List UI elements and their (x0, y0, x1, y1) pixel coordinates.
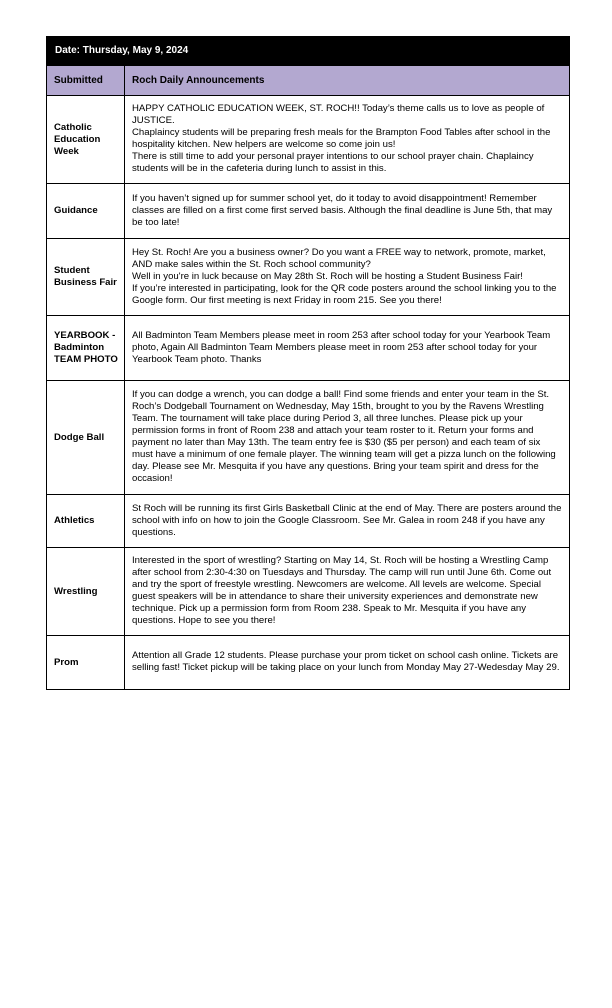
submitted-header: Submitted (47, 66, 125, 96)
announcements-table (46, 36, 570, 690)
announcement-paragraph: Chaplaincy students will be preparing fresh meals for the Brampton Food Tables after school in the hospitality kitchen. New helpers are welcome so come join us! (132, 127, 551, 150)
announcement-paragraph: All Badminton Team Members please meet in room 253 after school today for your Yearbook Team photo, Again All Badminton Team Members please meet in room 253 after school today for your Yearbook Team photo. Thanks (132, 329, 551, 365)
announcement-paragraph: Well in you're in luck because on May 28th St. Roch will be hosting a Student Business Fair! (132, 270, 523, 282)
date-label: Date: Thursday, May 9, 2024 (47, 37, 570, 66)
announcement-row (47, 96, 570, 184)
submitted-by: Prom (47, 636, 125, 690)
announcement-row (47, 548, 570, 636)
announcement-row (47, 239, 570, 316)
announcement-text (125, 495, 570, 548)
announcement-paragraph: If you can dodge a wrench, you can dodge a ball! Find some friends and enter your team in the St. Roch’s Dodgeball Tournament on Wednesday, May 15th, brought to you by the Ravens Wrestling Team. The tournament will take place during Period 3, all three lunches. Please pick up your permission forms in front of Room 238 and attach your team roster to it. Return your forms and payment no later than May 13th. The team entry fee is $30 ($5 per person) and each team of six must have a minimum of one female player. The winning team will get a pizza lunch on the following day. Please see Mr. Mesquita if you have any questions. Bring your team spirit and dress for the occasion! (132, 389, 556, 484)
announcement-text (125, 96, 570, 184)
announcement-text (125, 316, 570, 381)
announcements-header: Roch Daily Announcements (125, 66, 570, 96)
announcement-paragraph: If you haven’t signed up for summer school yet, do it today to avoid disappointment! Remember classes are filled on a first come first served basis. Although the final deadline is June 5th, that may be too late! (132, 192, 553, 228)
announcement-row (47, 316, 570, 381)
announcement-row (47, 381, 570, 495)
submitted-by: Student Business Fair (47, 239, 125, 316)
announcement-paragraph: There is still time to add your personal prayer intentions to our school prayer chain. Chaplaincy students will be in the cafeteria during lunch to assist in this. (132, 151, 534, 174)
announcement-row (47, 495, 570, 548)
announcement-paragraph: St Roch will be running its first Girls Basketball Clinic at the end of May. There are posters around the school with info on how to join the Google Classroom. See Mr. Galea in room 248 if you have any questions. (132, 502, 562, 538)
submitted-by: Guidance (47, 184, 125, 239)
submitted-by: Dodge Ball (47, 381, 125, 495)
date-row (47, 37, 570, 66)
announcement-paragraph: HAPPY CATHOLIC EDUCATION WEEK, ST. ROCH!! Today’s theme calls us to love as people of JUSTICE. (132, 103, 545, 126)
announcement-row (47, 184, 570, 239)
announcement-paragraph: Hey St. Roch! Are you a business owner? Do you want a FREE way to network, promote, market, AND make sales within the St. Roch school community? (132, 246, 546, 270)
header-row (47, 66, 570, 96)
announcement-paragraph: Attention all Grade 12 students. Please purchase your prom ticket on school cash online. Tickets are selling fast! Ticket pickup will be taking place on your lunch from Monday May 27-Wedesday May 29. (132, 650, 560, 673)
submitted-by: Catholic Education Week (47, 96, 125, 184)
announcement-text (125, 239, 570, 316)
announcement-text (125, 381, 570, 495)
announcement-text (125, 636, 570, 690)
announcement-row (47, 636, 570, 690)
announcement-paragraph: If you’re interested in participating, look for the QR code posters around the school linking you to the Google form. Our first meeting is next Friday in room 215. See you there! (132, 282, 557, 306)
submitted-by: YEARBOOK - Badminton TEAM PHOTO (47, 316, 125, 381)
submitted-by: Athletics (47, 495, 125, 548)
submitted-by: Wrestling (47, 548, 125, 636)
announcement-text (125, 184, 570, 239)
announcement-text (125, 548, 570, 636)
announcement-paragraph: Interested in the sport of wrestling? Starting on May 14, St. Roch will be hosting a Wrestling Camp after school from 2:30-4:30 on Tuesdays and Thursday. The camp will run until June 6th. Come out and try the sport of freestyle wrestling. Newcomers are welcome. All levels are welcome. Special guest speakers will be in attendance to share their university experiences and demonstrate new technique. Pick up a permission form from Room 238. Speak to Mr. Mesquita if you have any questions. Hope to see you there! (132, 555, 552, 626)
